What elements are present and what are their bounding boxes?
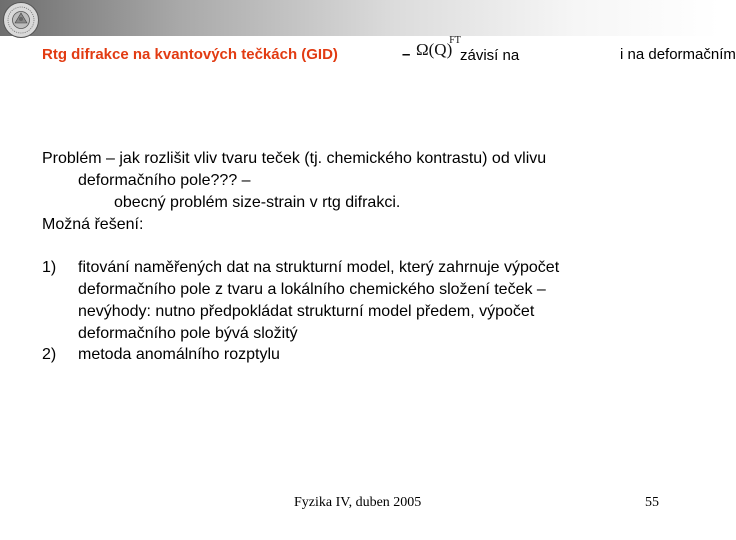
- list-item-line: deformačního pole bývá složitý: [78, 325, 298, 342]
- list-item-line: deformačního pole z tvaru a lokálního chemického složení teček –: [78, 281, 546, 298]
- header-band: [0, 0, 720, 36]
- title-rest-text: i na deformačním: [620, 46, 736, 63]
- title-red-text: Rtg difrakce na kvantových tečkách (GID): [42, 46, 338, 63]
- title-formula: [416, 35, 461, 60]
- page-number: 55: [645, 495, 659, 510]
- slide-title: [42, 35, 736, 70]
- formula-main: Ω(Q): [416, 40, 453, 59]
- list-item-number: 1): [42, 259, 57, 276]
- formula-sup: FT: [449, 35, 461, 47]
- problem-line-1: Problém – jak rozlišit vliv tvaru teček (tj. chemického kontrastu) od vlivu: [42, 150, 547, 167]
- list-item-number: 2): [42, 346, 57, 363]
- title-formula-suffix: závisí na: [460, 47, 520, 64]
- list-item-line: metoda anomálního rozptylu: [78, 346, 280, 363]
- list-item-line: fitování naměřených dat na strukturní model, který zahrnuje výpočet: [78, 259, 560, 276]
- list-item-line: nevýhody: nutno předpokládat strukturní model předem, výpočet: [78, 303, 535, 320]
- problem-line-3: obecný problém size-strain v rtg difrakci.: [114, 194, 401, 211]
- problem-line-2: deformačního pole??? –: [78, 172, 251, 189]
- title-dash: –: [402, 46, 411, 63]
- solutions-heading: Možná řešení:: [42, 216, 144, 233]
- footer-center-text: Fyzika IV, duben 2005: [294, 495, 422, 510]
- university-seal-logo: [2, 1, 40, 39]
